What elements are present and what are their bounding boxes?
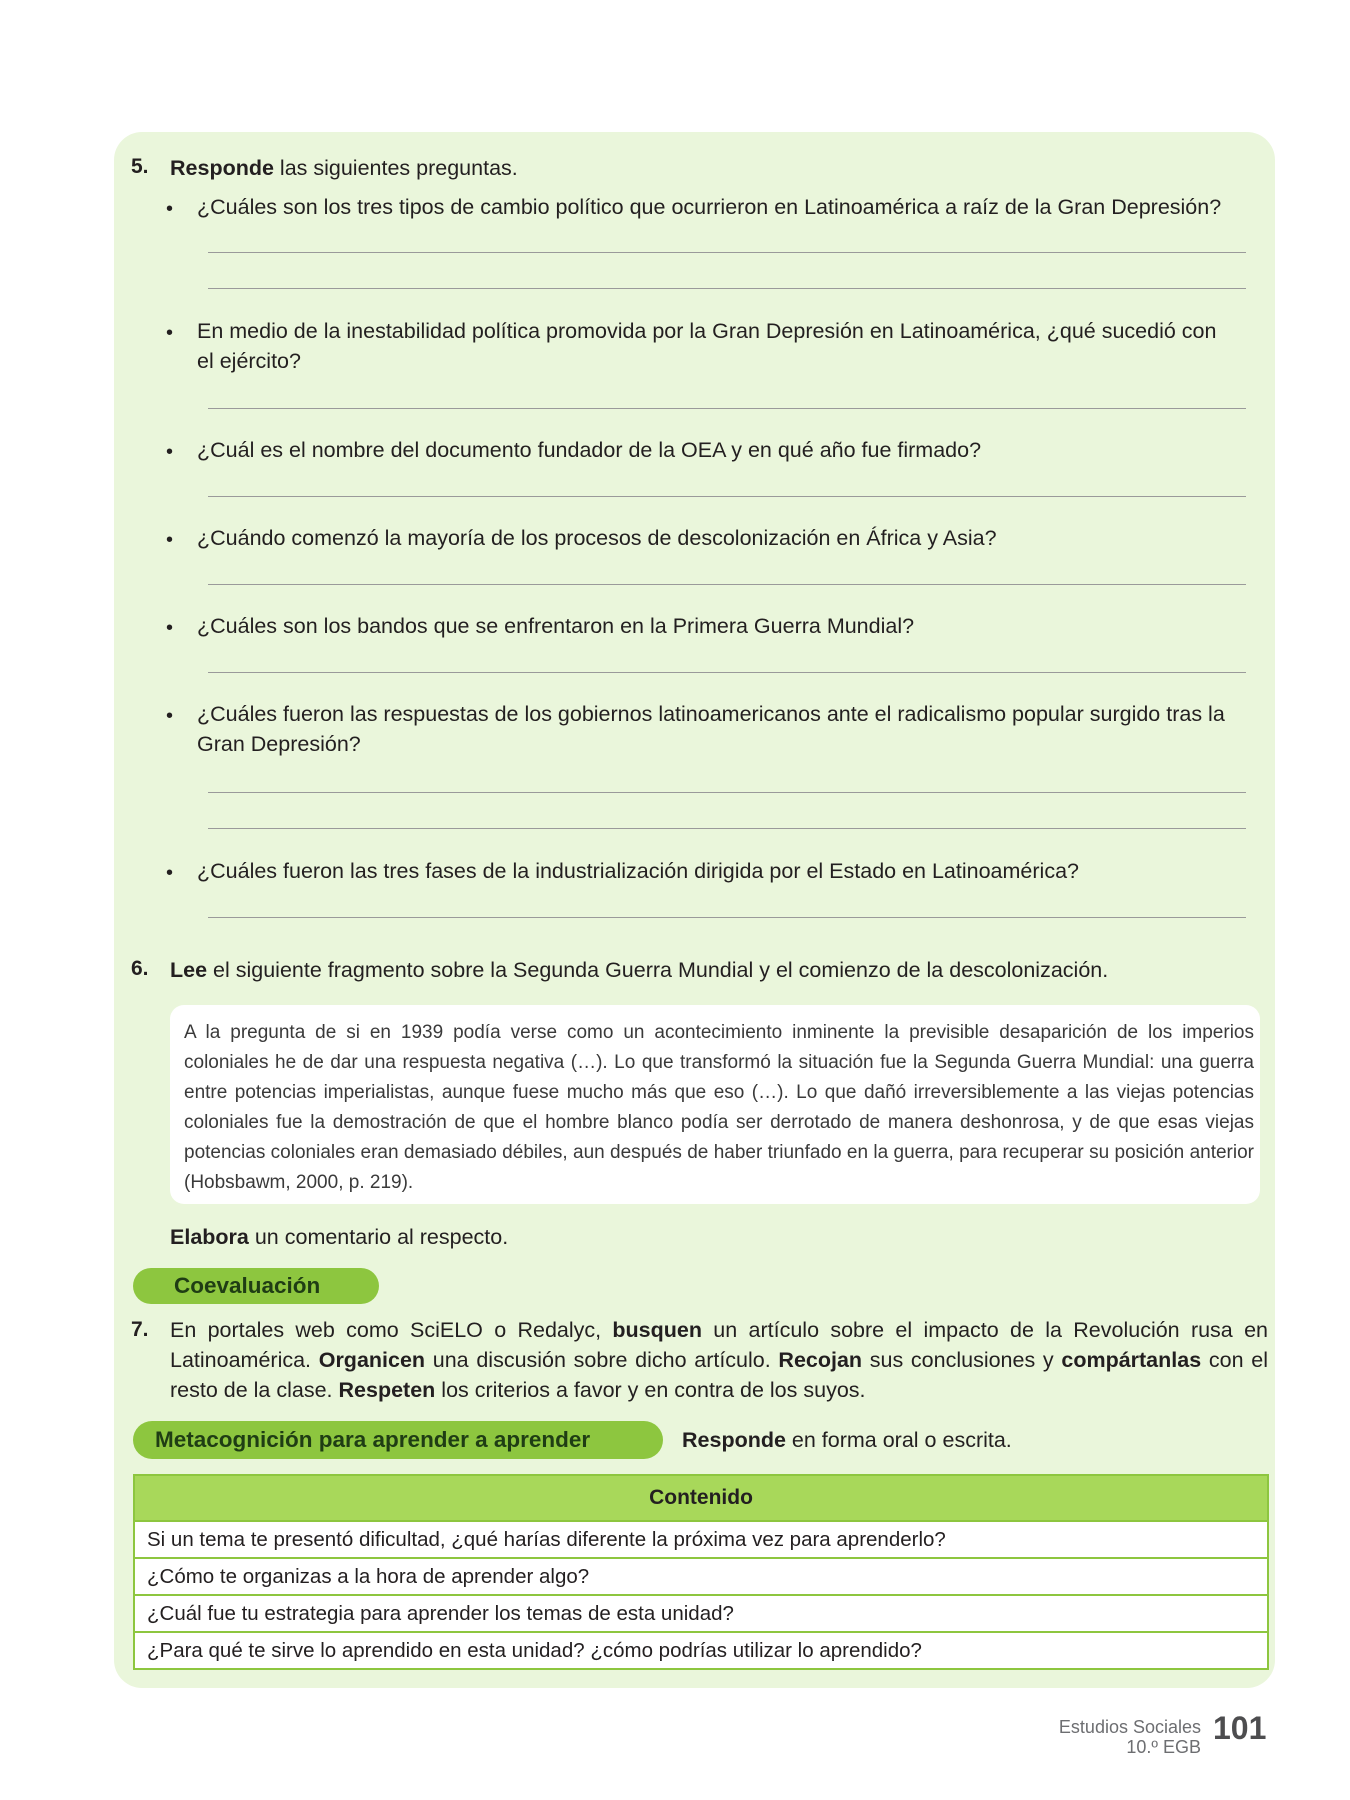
metacognicion-label-text: Metacognición para aprender a aprender — [155, 1427, 591, 1452]
answer-line[interactable] — [208, 496, 1246, 497]
question-item: ¿Cuáles fueron las respuestas de los gobiernos latinoamericanos ante el radicalismo popular surgido tras la Gran Depresión? — [197, 702, 1225, 756]
answer-line[interactable] — [208, 917, 1246, 918]
answer-line[interactable] — [208, 408, 1246, 409]
elabora-instruction — [170, 1222, 508, 1252]
bullet-icon: • — [166, 705, 174, 727]
q7-text-part: los criterios a favor y en contra de los suyos. — [435, 1378, 866, 1402]
q7-verb: Recojan — [778, 1348, 863, 1372]
q7-text-part: con el resto de la clase. — [170, 1348, 1268, 1402]
bullet-icon: • — [166, 198, 174, 220]
question-5-instruction — [170, 153, 518, 183]
answer-line[interactable] — [208, 828, 1246, 829]
footer-subject — [1059, 1717, 1201, 1757]
answer-line[interactable] — [208, 584, 1246, 585]
instruction-verb: Elabora — [170, 1225, 249, 1249]
answer-line[interactable] — [208, 792, 1246, 793]
table-row — [134, 1521, 1268, 1558]
bullet-icon: • — [166, 441, 174, 463]
table-cell: Si un tema te presentó dificultad, ¿qué harías diferente la próxima vez para aprenderlo? — [134, 1521, 1268, 1558]
answer-line[interactable] — [208, 252, 1246, 253]
instruction-text: el siguiente fragmento sobre la Segunda Guerra Mundial y el comienzo de la descolonización. — [207, 958, 1109, 982]
question-item: En medio de la inestabilidad política promovida por la Gran Depresión en Latinoamérica, ¿qué sucedió con el ejército? — [197, 319, 1217, 373]
q7-verb: Organicen — [318, 1348, 426, 1372]
instruction-verb: Responde — [170, 156, 274, 180]
q7-verb: Respeten — [338, 1378, 436, 1402]
q7-verb: compártanlas — [1061, 1348, 1202, 1372]
table-row — [134, 1632, 1268, 1669]
q7-verb: busquen — [612, 1318, 702, 1342]
coevaluacion-label-text: Coevaluación — [174, 1273, 321, 1298]
footer-grade: 10.º EGB — [1126, 1737, 1201, 1757]
quote-text: A la pregunta de si en 1939 podía verse como un acontecimiento inminente la previsible desaparición de los imperios coloniales he de dar una respuesta negativa (…). Lo que transformó la situación fue la Segunda Guerra Mundial: una guerra entre potencias imperialistas, aunque fuese mucho más que eso (…). Lo que dañó irreversiblemente a las viejas potencias coloniales fue la demostración de que el hombre blanco podía ser derrotado de manera deshonrosa, y de que esas viejas potencias coloniales eran demasiado débiles, aun después de haber triunfado en la guerra, para recuperar su posición anterior (Hobsbawm, 2000, p. 219). — [184, 1022, 1254, 1193]
bullet-icon: • — [166, 529, 174, 551]
coevaluacion-label — [133, 1268, 379, 1304]
instruction-verb: Lee — [170, 958, 208, 982]
table-header: Contenido — [134, 1475, 1268, 1521]
metacognicion-label — [133, 1421, 663, 1459]
table-cell: ¿Para qué te sirve lo aprendido en esta unidad? ¿cómo podrías utilizar lo aprendido? — [134, 1632, 1268, 1669]
metacognicion-instruction — [682, 1425, 1012, 1455]
question-6-number: 6. — [131, 957, 149, 980]
table-row — [134, 1595, 1268, 1632]
question-7-number: 7. — [131, 1318, 149, 1341]
footer-subject-name: Estudios Sociales — [1058, 1717, 1201, 1737]
bullet-icon: • — [166, 862, 174, 884]
metacognition-table — [133, 1474, 1269, 1670]
q7-text-part: sus conclusiones y — [862, 1348, 1062, 1372]
bullet-icon: • — [166, 322, 174, 344]
question-item: ¿Cuál es el nombre del documento fundador de la OEA y en qué año fue firmado? — [197, 438, 982, 462]
question-item: ¿Cuáles son los tres tipos de cambio político que ocurrieron en Latinoamérica a raíz de la Gran Depresión? — [197, 195, 1222, 219]
question-item: ¿Cuáles son los bandos que se enfrentaron en la Primera Guerra Mundial? — [197, 614, 915, 638]
question-item: ¿Cuáles fueron las tres fases de la industrialización dirigida por el Estado en Latinoamérica? — [197, 859, 1079, 883]
instruction-text: las siguientes preguntas. — [273, 156, 518, 180]
answer-line[interactable] — [208, 288, 1246, 289]
table-row — [134, 1558, 1268, 1595]
question-item: ¿Cuándo comenzó la mayoría de los procesos de descolonización en África y Asia? — [197, 526, 997, 550]
instruction-text: un comentario al respecto. — [248, 1225, 509, 1249]
quote-box — [170, 1005, 1260, 1204]
answer-line[interactable] — [208, 672, 1246, 673]
q7-text-part: un artículo sobre el impacto de la Revolución rusa en Latinoamérica. — [170, 1318, 1268, 1372]
table-cell: ¿Cuál fue tu estrategia para aprender los temas de esta unidad? — [134, 1595, 1268, 1632]
question-5-number: 5. — [131, 155, 149, 178]
q7-text-part: una discusión sobre dicho artículo. — [425, 1348, 779, 1372]
instruction-verb: Responde — [682, 1428, 786, 1452]
page-number: 101 — [1213, 1710, 1267, 1746]
bullet-icon: • — [166, 617, 174, 639]
question-6-instruction — [170, 955, 1108, 985]
q7-text-part: En portales web como SciELO o Redalyc, — [170, 1318, 613, 1342]
question-7-text — [170, 1315, 1268, 1405]
instruction-text: en forma oral o escrita. — [785, 1428, 1012, 1452]
table-cell: ¿Cómo te organizas a la hora de aprender algo? — [134, 1558, 1268, 1595]
